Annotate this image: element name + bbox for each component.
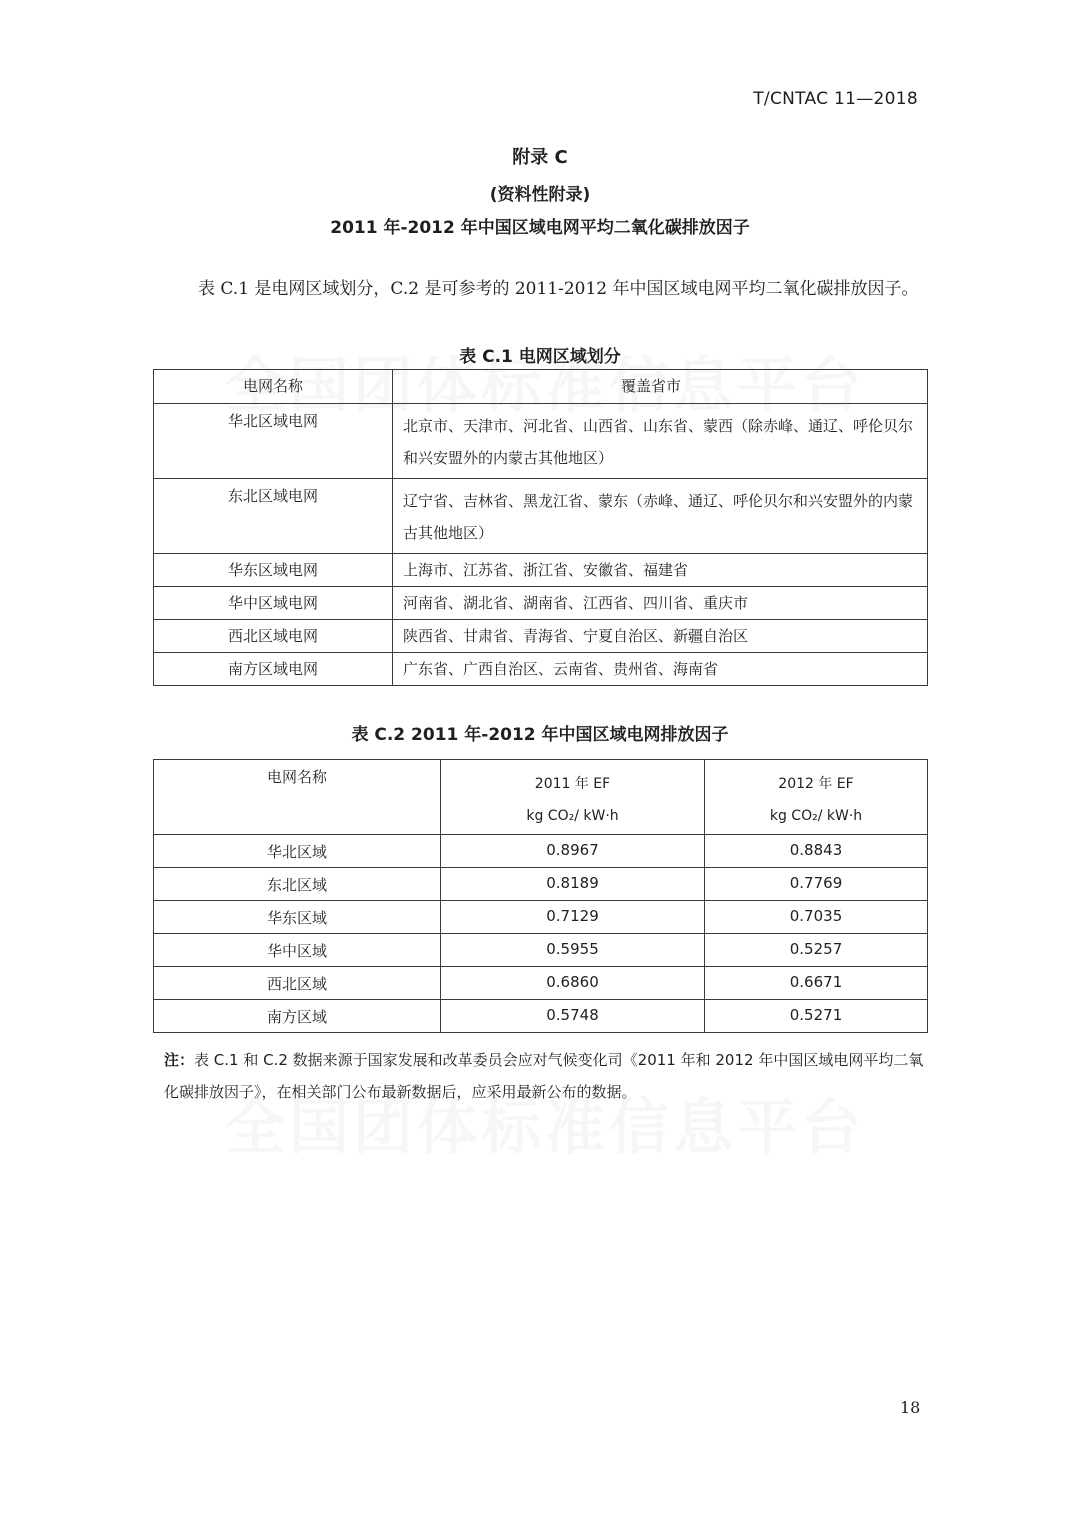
note-label: 注： [164, 1051, 195, 1069]
table1-title: 表 C.1 电网区域划分 [459, 347, 621, 367]
grid-name-cell: 西北区域电网 [154, 620, 393, 653]
table2-title: 表 C.2 2011 年-2012 年中国区域电网排放因子 [351, 725, 729, 745]
provinces-cell: 辽宁省、吉林省、黑龙江省、蒙东（赤峰、通辽、呼伦贝尔和兴安盟外的内蒙古其他地区） [393, 479, 928, 554]
table-header-cell [705, 760, 928, 835]
ef-2012-cell: 0.6671 [705, 967, 928, 1000]
provinces-cell: 广东省、广西自治区、云南省、贵州省、海南省 [393, 653, 928, 686]
ef-2012-cell: 0.7769 [705, 868, 928, 901]
table-row [154, 554, 928, 587]
grid-name-cell: 华东区域电网 [154, 554, 393, 587]
table-header-cell: 电网名称 [154, 370, 393, 404]
ef-2011-cell: 0.5748 [441, 1000, 705, 1033]
table-header-cell: 覆盖省市 [393, 370, 928, 404]
grid-region-table [153, 369, 928, 686]
provinces-cell: 河南省、湖北省、湖南省、江西省、四川省、重庆市 [393, 587, 928, 620]
table-row [154, 404, 928, 479]
region-cell: 南方区域 [154, 1000, 441, 1033]
year-label: 2012 年 EF [778, 776, 854, 792]
region-cell: 东北区域 [154, 868, 441, 901]
table-header-cell: 电网名称 [154, 760, 441, 835]
unit-label: kg CO₂/ kW·h [769, 808, 863, 824]
appendix-heading: 2011 年-2012 年中国区域电网平均二氧化碳排放因子 [330, 218, 750, 238]
table-row [154, 587, 928, 620]
ef-2011-cell: 0.8967 [441, 835, 705, 868]
table-row [154, 1000, 928, 1033]
ef-2012-cell: 0.5271 [705, 1000, 928, 1033]
ef-2011-cell: 0.7129 [441, 901, 705, 934]
ef-2011-cell: 0.6860 [441, 967, 705, 1000]
grid-name-cell: 南方区域电网 [154, 653, 393, 686]
emission-factor-table [153, 759, 928, 1033]
grid-name-cell: 华中区域电网 [154, 587, 393, 620]
table-row [154, 479, 928, 554]
note-text: 表 C.1 和 C.2 数据来源于国家发展和改革委员会应对气候变化司《2011 年和 2012 年中国区域电网平均二氧化碳排放因子》，在相关部门公布最新数据后，应采用最新公布的数据。 [164, 1051, 924, 1101]
appendix-subtitle: (资料性附录) [489, 185, 591, 205]
intro-paragraph: 表 C.1 是电网区域划分，C.2 是可参考的 2011-2012 年中国区域电网平均二氧化碳排放因子。 [198, 279, 919, 299]
table-row [154, 901, 928, 934]
region-cell: 华中区域 [154, 934, 441, 967]
footnote [164, 1044, 924, 1108]
table-header-row [154, 760, 928, 835]
ef-2011-cell: 0.8189 [441, 868, 705, 901]
year-label: 2011 年 EF [534, 776, 611, 792]
ef-2011-cell: 0.5955 [441, 934, 705, 967]
table-row [154, 967, 928, 1000]
ef-2012-cell: 0.5257 [705, 934, 928, 967]
table-header-cell [441, 760, 705, 835]
table-row [154, 868, 928, 901]
table-row [154, 835, 928, 868]
region-cell: 华东区域 [154, 901, 441, 934]
table-row [154, 620, 928, 653]
unit-label: kg CO₂/ kW·h [526, 808, 619, 824]
table-row [154, 653, 928, 686]
provinces-cell: 上海市、江苏省、浙江省、安徽省、福建省 [393, 554, 928, 587]
appendix-title: 附录 C [512, 147, 568, 168]
ef-2012-cell: 0.7035 [705, 901, 928, 934]
page-number: 18 [900, 1398, 921, 1417]
document-id: T/CNTAC 11—2018 [753, 89, 918, 109]
grid-name-cell: 华北区域电网 [154, 404, 393, 479]
provinces-cell: 陕西省、甘肃省、青海省、宁夏自治区、新疆自治区 [393, 620, 928, 653]
table-header-row [154, 370, 928, 404]
region-cell: 华北区域 [154, 835, 441, 868]
grid-name-cell: 东北区域电网 [154, 479, 393, 554]
provinces-cell: 北京市、天津市、河北省、山西省、山东省、蒙西（除赤峰、通辽、呼伦贝尔和兴安盟外的内蒙古其他地区） [393, 404, 928, 479]
table-row [154, 934, 928, 967]
ef-2012-cell: 0.8843 [705, 835, 928, 868]
region-cell: 西北区域 [154, 967, 441, 1000]
